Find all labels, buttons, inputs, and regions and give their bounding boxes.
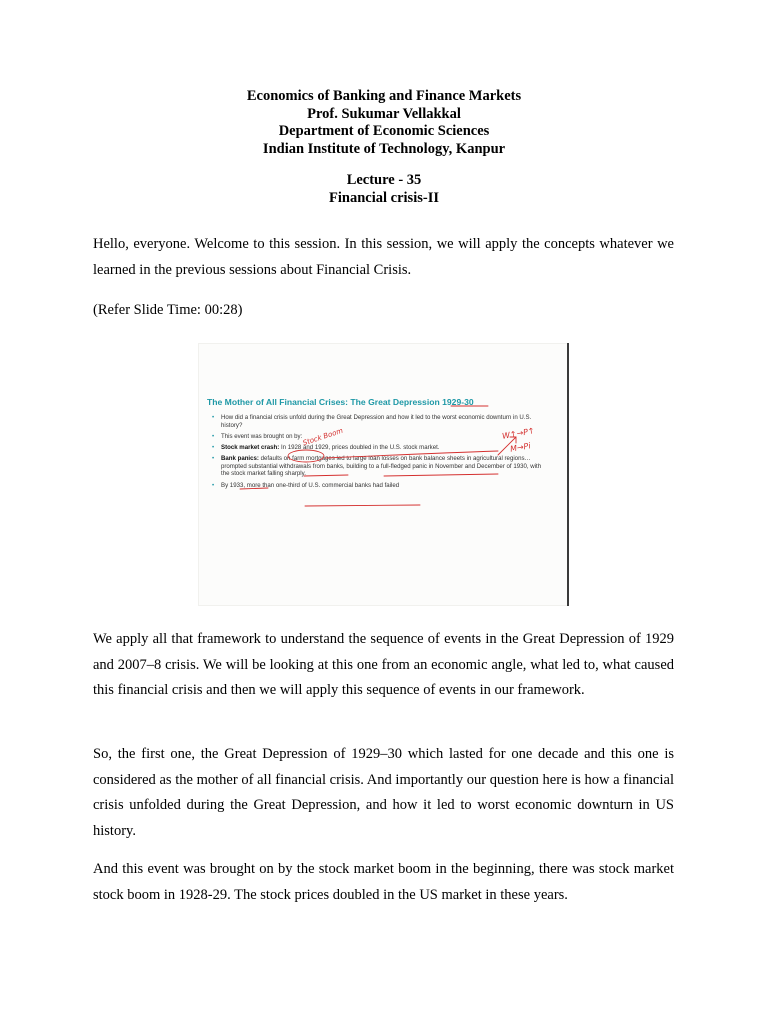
- bullet-icon: •: [212, 414, 215, 421]
- slide-bullet-text: defaults on farm mortgages led to large loan losses on bank balance sheets in agricultural regions… prompted substantial withdrawals from banks, building to a full-fledged panic in November and December of 1930, with the stock market falling sharply.: [221, 455, 542, 478]
- course-title: Economics of Banking and Finance Markets: [246, 88, 522, 104]
- slide-bullet-bold: Stock market crash:: [221, 443, 280, 451]
- panic-underlines: [240, 474, 498, 489]
- slide-title-text: The Mother of All Financial Crises: The Great Depression: [207, 397, 443, 407]
- department-name: Department of Economic Sciences: [278, 123, 490, 139]
- bullet-icon: •: [212, 481, 215, 489]
- slide-bullet-text: In 1928 and 1929, prices doubled in the U.S. stock market.: [279, 443, 440, 451]
- bullet-icon: •: [212, 443, 215, 451]
- slide-title-years: 1929-30: [442, 397, 474, 407]
- lecture-number: Lecture - 35: [346, 172, 422, 188]
- document-header: [0, 88, 768, 158]
- intro-paragraph: Hello, everyone. Welcome to this session. In this session, we will apply the concepts whatever we learned in the previous sessions about Financial Crisis.: [93, 236, 674, 278]
- bullet-icon: •: [212, 455, 215, 463]
- year-circle: [288, 450, 324, 462]
- slide-bullet-text: By 1933, more than one-third of U.S. commercial banks had failed: [221, 481, 400, 489]
- lecture-title: Financial crisis-II: [329, 189, 439, 206]
- slide-time-reference: (Refer Slide Time: 00:28): [93, 302, 243, 318]
- ink-arrows-1: W↑→P↑: [501, 426, 536, 441]
- bullet-icon: •: [212, 432, 215, 440]
- body-paragraph-3: And this event was brought on by the stock market boom in the beginning, there was stock market stock boom in 1928-29. The stock prices doubled in the US market in these years.: [93, 861, 674, 903]
- ink-arrows-2: M→Pi: [509, 441, 532, 454]
- institute-name: Indian Institute of Technology, Kanpur: [262, 140, 506, 157]
- failed-underline: [305, 505, 420, 506]
- slide-bullet-text: This event was brought on by:: [221, 432, 303, 440]
- lecture-heading: [0, 172, 768, 207]
- body-paragraph-2: So, the first one, the Great Depression of 1929–30 which lasted for one decade and this one is considered as the mother of all financial crisis. And importantly our question here is how a financial crisis unfolded during the Great Depression, and how it led to worst economic downturn in US history.: [93, 746, 674, 839]
- handwritten-annotations: [198, 343, 569, 606]
- ink-stock-boom: Stock Boom: [301, 426, 345, 448]
- lecture-slide-image: [198, 343, 569, 606]
- slide-bullet-bold: Bank panics:: [221, 455, 259, 463]
- slide-bullet-text: How did a financial crisis unfold during the Great Depression and how it led to the worst economic downturn in U.S. history?: [221, 414, 532, 429]
- professor-name: Prof. Sukumar Vellakkal: [307, 105, 461, 122]
- body-paragraph-1: We apply all that framework to understand the sequence of events in the Great Depression of 1929 and 2007–8 crisis. We will be looking at this one from an economic angle, what led to, what caused this financial crisis and then we will apply this sequence of events in our framework.: [93, 631, 674, 698]
- boom-underline: [326, 451, 498, 458]
